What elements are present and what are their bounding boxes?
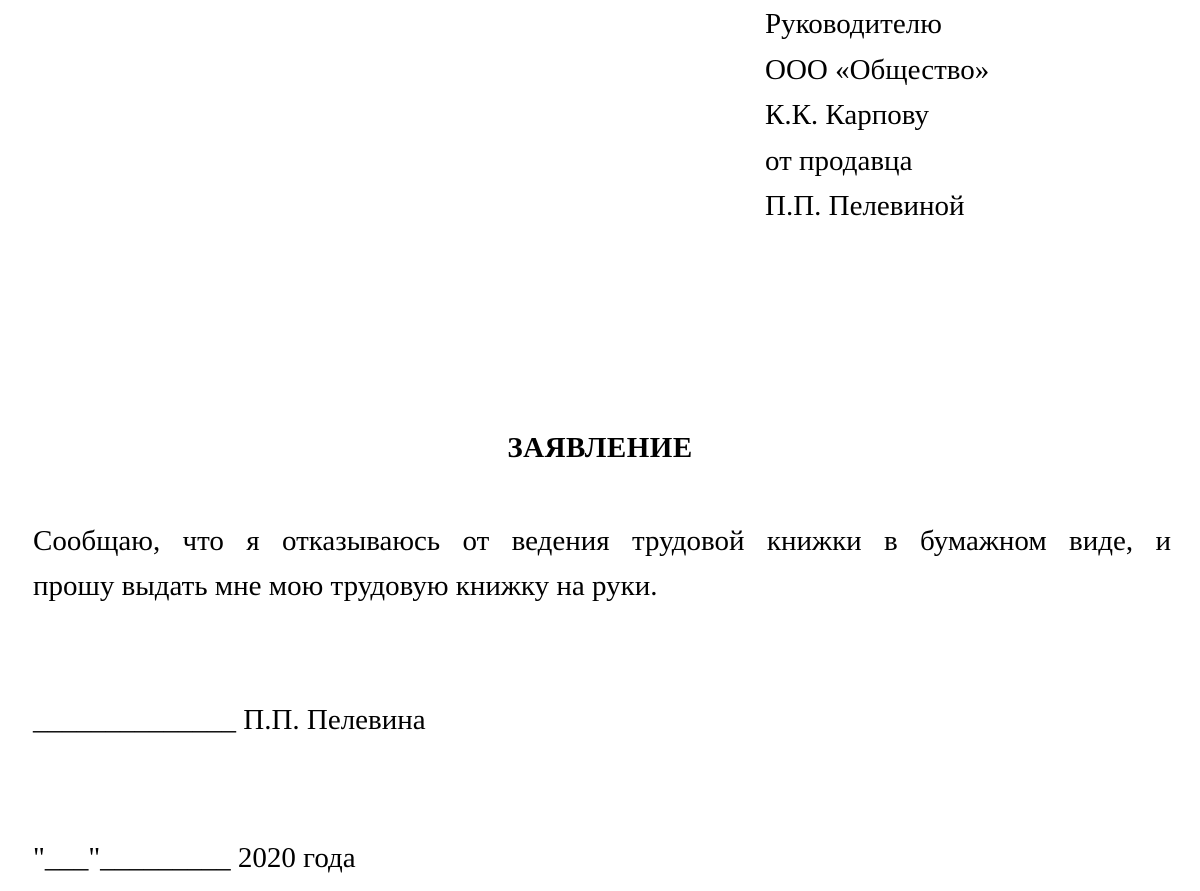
statement-line-2: прошу выдать мне мою трудовую книжку на руки. bbox=[33, 570, 658, 602]
sender-position: от продавца bbox=[765, 144, 913, 177]
addressee-company: ООО «Общество» bbox=[765, 53, 990, 86]
document-title: ЗАЯВЛЕНИЕ bbox=[507, 432, 693, 464]
signature-blank: ______________ bbox=[33, 704, 236, 736]
addressee-position: Руководителю bbox=[765, 8, 942, 40]
statement-text bbox=[33, 519, 1171, 609]
addressee-block bbox=[765, 2, 989, 230]
signature-line bbox=[33, 700, 426, 740]
statement-line-1: Сообщаю, что я отказываюсь от ведения трудовой книжки в бумажном виде, и bbox=[33, 525, 1171, 557]
sender-name: П.П. Пелевиной bbox=[765, 190, 965, 222]
signature-name: П.П. Пелевина bbox=[243, 704, 426, 736]
date-line: "___"_________ 2020 года bbox=[33, 842, 356, 874]
addressee-name: К.К. Карпову bbox=[765, 99, 929, 131]
